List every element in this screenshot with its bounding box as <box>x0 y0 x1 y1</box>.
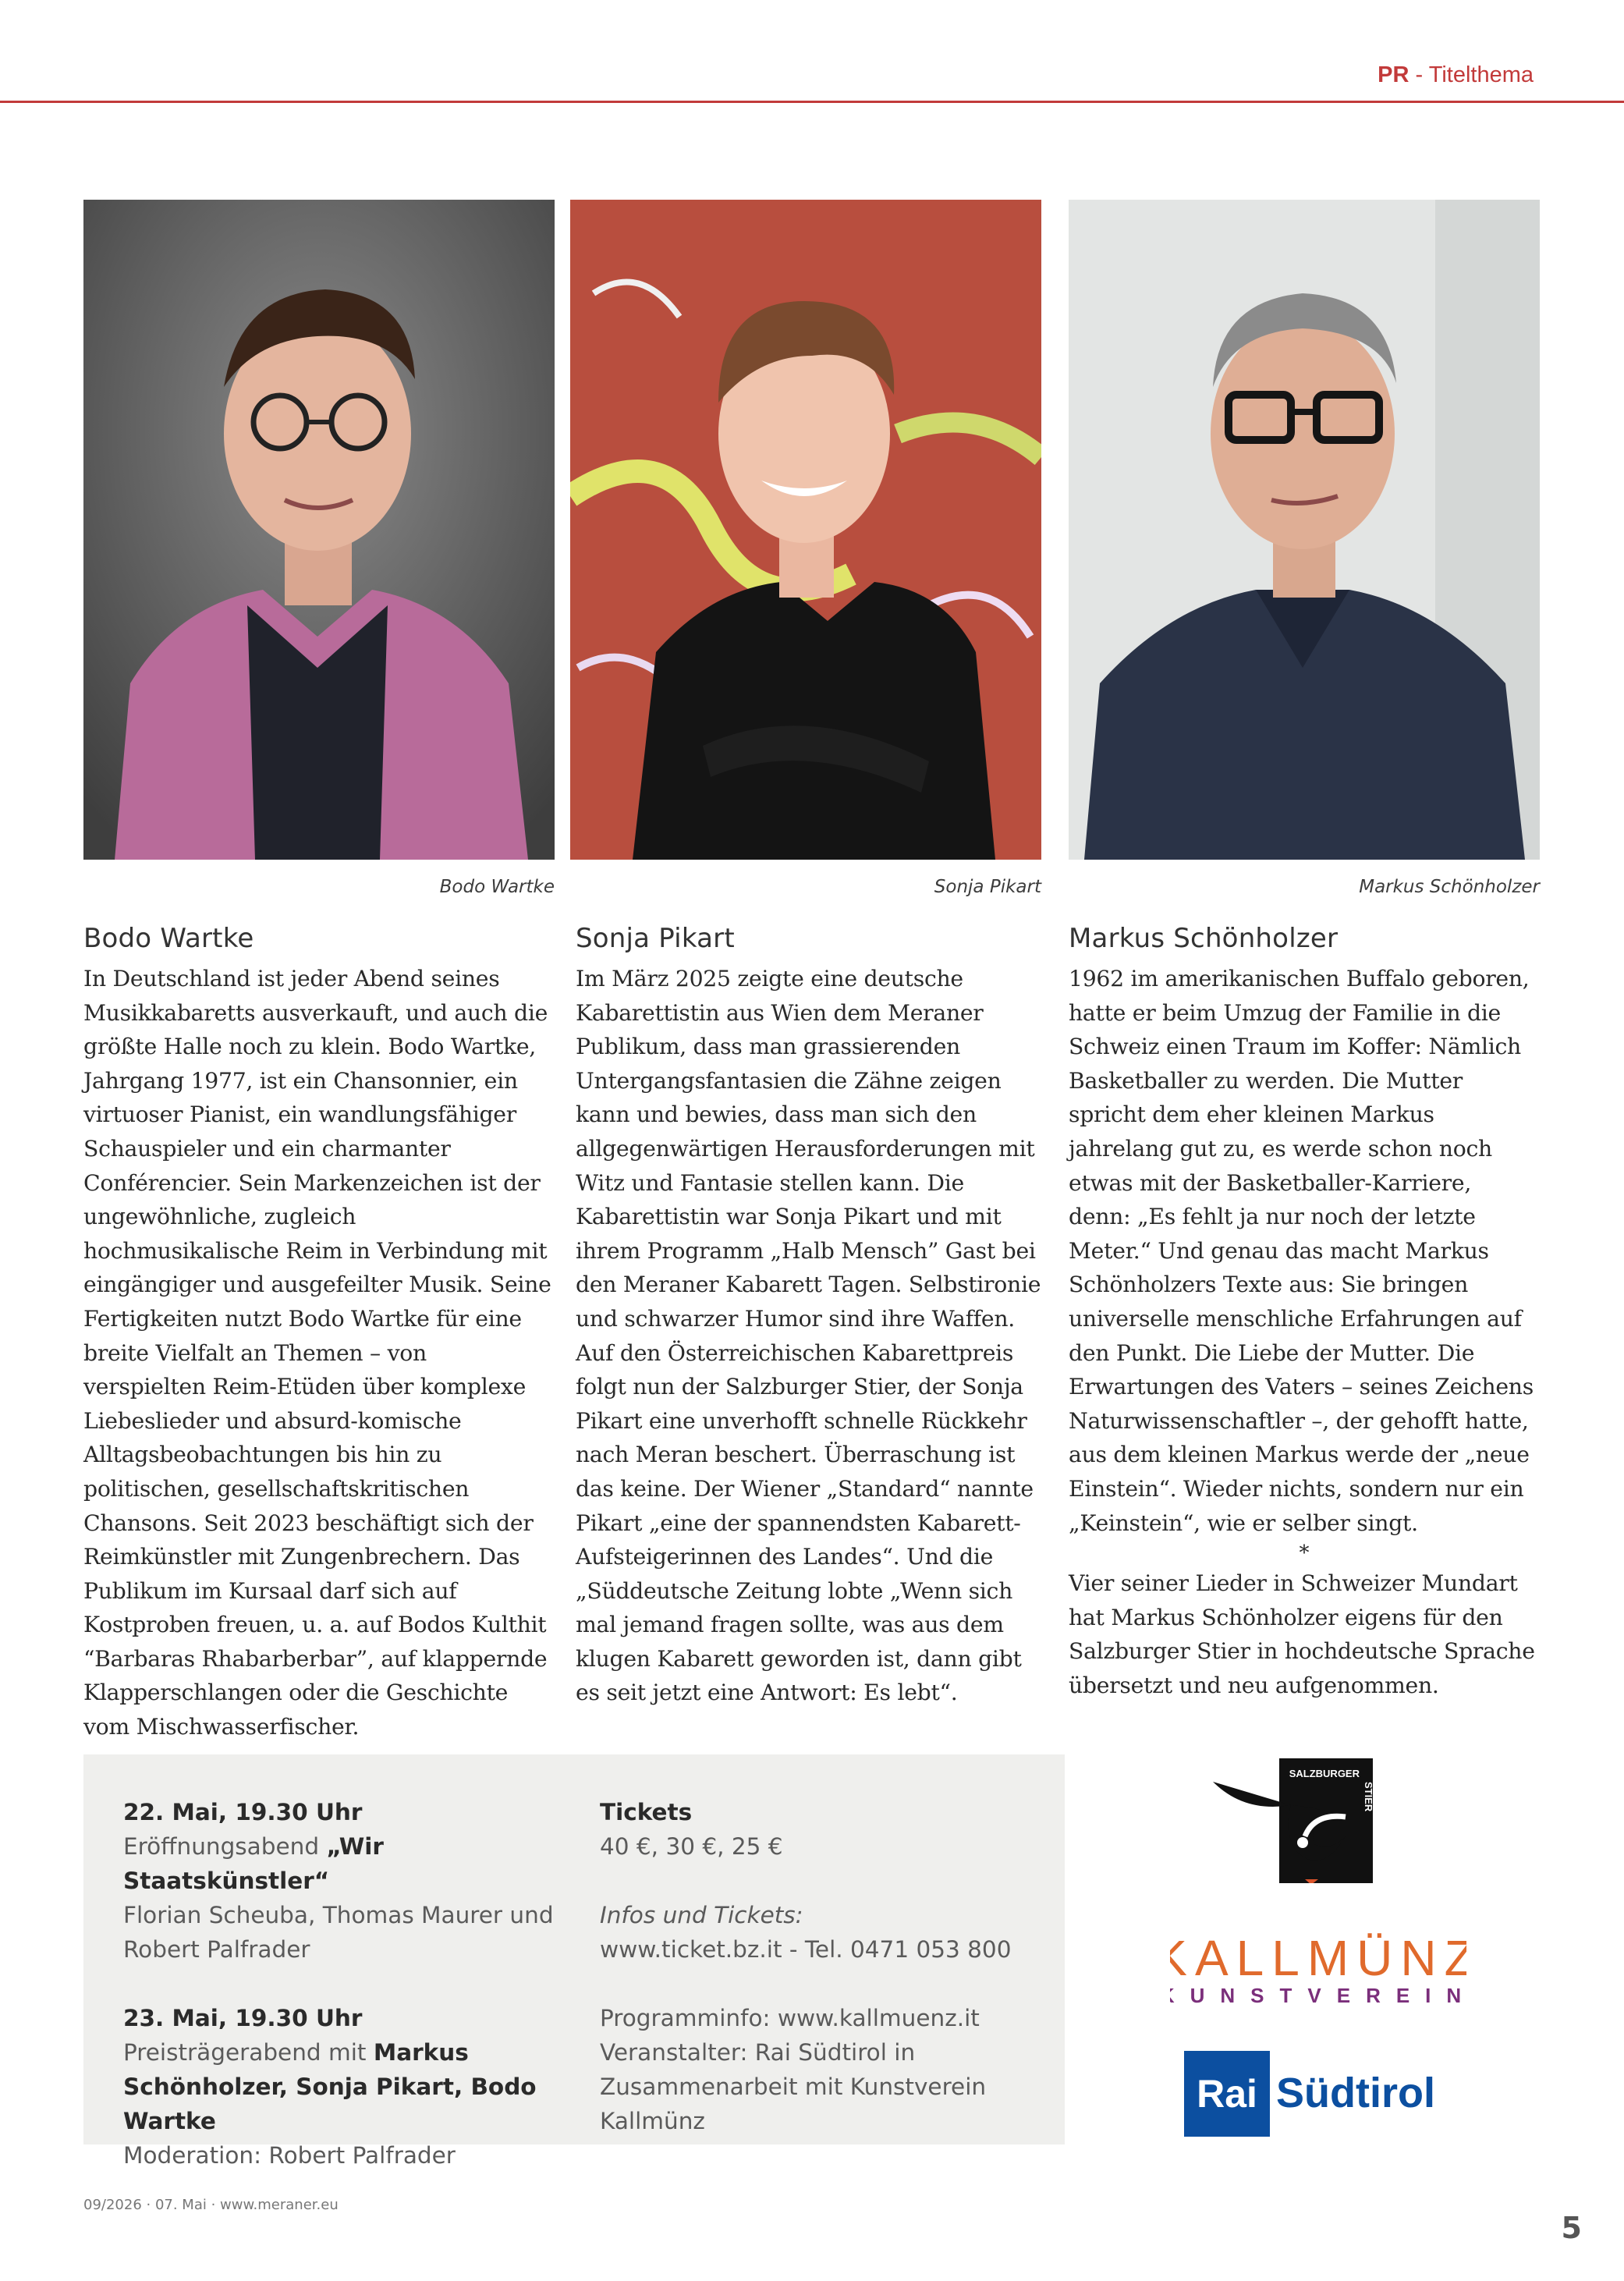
section-topic: Titelthema <box>1428 62 1534 87</box>
event-title: „Wir Staatskünstler“ <box>123 1833 384 1894</box>
ticket-prices: 40 €, 30 €, 25 € <box>600 1833 783 1860</box>
event-description-prefix: Eröffnungsabend <box>123 1833 327 1860</box>
event-moderation: Moderation: Robert Palfrader <box>123 2142 456 2169</box>
event-date: 22. Mai, 19.30 Uhr <box>123 1799 363 1825</box>
stier-logo-text-top: SALZBURGER <box>1289 1768 1360 1779</box>
photo-caption: Markus Schönholzer <box>1359 877 1540 897</box>
section-name: PR <box>1378 62 1409 87</box>
salzburger-stier-logo <box>1213 1758 1408 1883</box>
event-info-box <box>83 1754 1065 2169</box>
article-column <box>83 923 555 1744</box>
section-separator: - <box>1409 62 1429 87</box>
ticket-info <box>600 1795 1052 2138</box>
ticket-contact: www.ticket.bz.it - Tel. 0471 053 800 <box>600 1936 1012 1963</box>
suedtirol-logo-text: Südtirol <box>1276 2070 1435 2116</box>
article-column <box>1069 923 1540 1702</box>
stier-logo-text-side: STIER <box>1363 1782 1374 1812</box>
photo-caption: Bodo Wartke <box>439 877 555 897</box>
kunstverein-logo-text: KUNSTVEREIN <box>1170 1984 1466 2007</box>
article-title: Sonja Pikart <box>576 923 735 954</box>
article-text: In Deutschland ist jeder Abend seines Musikkabaretts ausverkauft, und auch die größte Halle noch zu klein. Bodo Wartke, Jahrgang 1977, ist ein Chansonnier, ein virtuoser Pianist, ein wandlungsfähiger Schauspieler und ein charmanter Conférencier. Sein Markenzeichen ist der ungewöhnliche, zugleich hochmusikalische Reim in Verbindung mit eingängiger und ausgefeilter Musik. Seine Fertigkeiten nutzt Bodo Wartke für eine breite Vielfalt an Themen – von verspielten Reim-Etüden über komplexe Liebeslieder und absurd-komische Alltagsbeobachtungen bis hin zu politischen, gesellschaftskritischen Chansons. Seit 2023 beschäftigt sich der Reimkünstler mit Zungenbrechern. Das Publikum im Kursaal darf sich auf Kostproben freuen, u. a. auf Bodos Kulthit “Barbaras Rhabarberbar”, auf klappernde Klapperschlangen oder die Geschichte vom Mischwasserfischer. <box>83 966 551 1740</box>
article-text: Im März 2025 zeigte eine deutsche Kabarettistin aus Wien dem Meraner Publikum, dass man grassierenden Untergangsfantasien die Zähne zeigen kann und bewies, dass man sich den allgegenwärtigen Herausforderungen mit Witz und Fantasie stellen kann. Die Kabarettistin war Sonja Pikart und mit ihrem Programm „Halb Mensch” Gast bei den Meraner Kabarett Tagen. Selbstironie und schwarzer Humor sind ihre Waffen. Auf den Österreichischen Kabarettpreis folgt nun der Salzburger Stier, der Sonja Pikart eine unverhofft schnelle Rückkehr nach Meran beschert. Überraschung ist das keine. Der Wiener „Standard“ nannte Pikart „eine der spannendsten Kabarett-Aufsteigerinnen des Landes“. Und die „Süddeutsche Zeitung lobte „Wenn sich mal jemand fragen sollte, was aus dem klugen Kabarett geworden ist, dann gibt es seit jetzt eine Antwort: Es lebt“. <box>576 966 1041 1706</box>
rai-suedtirol-logo <box>1184 2051 1465 2137</box>
article-column <box>576 923 1047 1710</box>
event-description <box>123 1829 560 1898</box>
photo-caption: Sonja Pikart <box>934 877 1041 897</box>
tickets-title: Tickets <box>600 1799 693 1825</box>
kallmuenz-logo <box>1170 1928 1466 2014</box>
article-text: 1962 im amerikanischen Buffalo geboren, hatte er beim Umzug der Familie in die Schweiz einen Traum im Koffer: Nämlich Basketballer zu werden. Die Mutter spricht dem eher kleinen Markus jahrelang gut zu, es werde schon noch etwas mit der Basketballer-Karriere, denn: „Es fehlt ja nur noch der letzte Meter.“ Und genau das macht Markus Schönholzers Texte aus: Sie bringen universelle menschliche Erfahrungen auf den Punkt. Die Liebe der Mutter. Die Erwartungen des Vaters – seines Zeichens Naturwissenschaftler –, der gehofft hatte, aus dem kleinen Markus werde der „neue Einstein“. Wieder nichts, sondern nur ein „Keinstein“, wie er selber singt. <box>1069 966 1534 1536</box>
event-schedule <box>123 1795 560 2173</box>
article-title: Bodo Wartke <box>83 923 254 954</box>
programm-info: Programminfo: www.kallmuenz.it <box>600 2005 980 2031</box>
event-date: 23. Mai, 19.30 Uhr <box>123 2005 363 2031</box>
header-rule <box>0 101 1624 103</box>
issue-footer: 09/2026 · 07. Mai · www.meraner.eu <box>83 2197 339 2213</box>
article-title: Markus Schönholzer <box>1069 923 1339 954</box>
infos-title: Infos und Tickets: <box>600 1902 803 1928</box>
event-description <box>123 2035 560 2138</box>
kallmuenz-logo-text: KALLMÜNZ <box>1170 1930 1466 1986</box>
event-description-prefix: Preisträgerabend mit <box>123 2039 374 2066</box>
organizer-info: Veranstalter: Rai Südtirol in Zusammenarbeit mit Kunstverein Kallmünz <box>600 2039 987 2134</box>
page-number: 5 <box>1561 2211 1582 2245</box>
portrait-markus-schoenholzer <box>1069 200 1540 860</box>
section-label <box>1378 62 1534 88</box>
section-separator: * <box>1299 1541 1310 1566</box>
event-performers: Florian Scheuba, Thomas Maurer und Robert Palfrader <box>123 1902 554 1963</box>
article-text: Vier seiner Lieder in Schweizer Mundart hat Markus Schönholzer eigens für den Salzburger Stier in hochdeutsche Sprache übersetzt und neu aufgenommen. <box>1069 1570 1535 1698</box>
rai-logo-text: Rai <box>1197 2072 1257 2116</box>
event-performers: Markus Schönholzer, Sonja Pikart, Bodo Wartke <box>123 2039 537 2134</box>
portrait-sonja-pikart <box>570 200 1041 860</box>
portrait-bodo-wartke <box>83 200 555 860</box>
